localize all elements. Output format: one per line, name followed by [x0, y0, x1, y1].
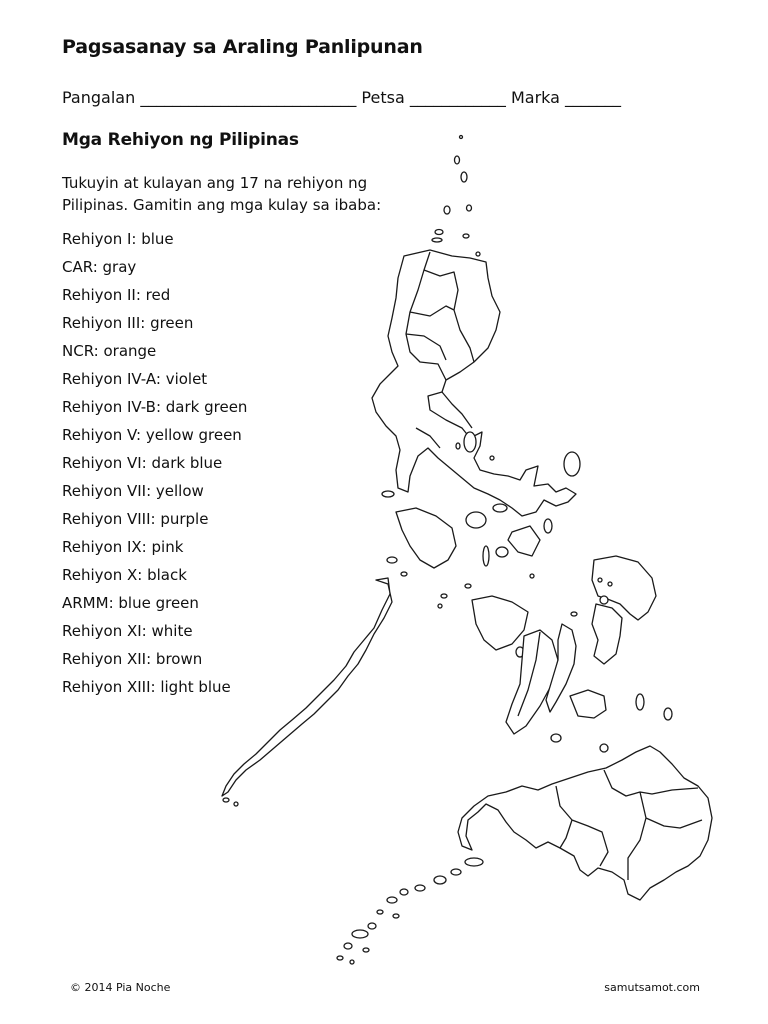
region-item: Rehiyon IV-A: violet	[62, 370, 208, 388]
date-label: Petsa	[361, 88, 405, 107]
region-item: ARMM: blue green	[62, 594, 199, 612]
bohol-island	[570, 690, 606, 718]
region-item: Rehiyon II: red	[62, 286, 171, 304]
siargao-island	[664, 708, 672, 720]
region-item: Rehiyon V: yellow green	[62, 426, 242, 444]
panay-island	[472, 596, 528, 650]
dinagat-island	[636, 694, 644, 710]
tablas-island	[483, 546, 489, 566]
burias-island	[493, 504, 507, 512]
marinduque-island	[466, 512, 486, 528]
website-link[interactable]: samutsamot.com	[604, 981, 700, 994]
negros-island	[506, 630, 558, 734]
sibuyan-island	[496, 547, 508, 557]
region-item: Rehiyon IX: pink	[62, 538, 184, 556]
region-item: Rehiyon VII: yellow	[62, 482, 204, 500]
region-item: Rehiyon XII: brown	[62, 650, 203, 668]
region-item: Rehiyon XIII: light blue	[62, 678, 231, 696]
region-item: Rehiyon I: blue	[62, 230, 174, 248]
name-label: Pangalan	[62, 88, 136, 107]
philippines-outline-map	[200, 120, 740, 980]
region-item: Rehiyon III: green	[62, 314, 194, 332]
region-item: Rehiyon IV-B: dark green	[62, 398, 248, 416]
polillo-island	[464, 432, 476, 452]
luzon-island	[372, 250, 576, 516]
name-blank[interactable]: ___________________________	[140, 88, 357, 107]
page-title: Pagsasanay sa Araling Panlipunan	[62, 36, 423, 58]
instructions-text: Tukuyin at kulayan ang 17 na rehiyon ng Pilipinas. Gamitin ang mga kulay sa ibaba:	[62, 174, 382, 214]
region-item: NCR: orange	[62, 342, 157, 360]
score-blank[interactable]: _______	[565, 88, 622, 107]
score-label: Marka	[510, 88, 560, 107]
northern-islets	[432, 136, 480, 257]
region-item: Rehiyon X: black	[62, 566, 187, 584]
section-title: Mga Rehiyon ng Pilipinas	[62, 130, 299, 150]
leyte-island	[592, 604, 622, 664]
student-info-line	[62, 88, 621, 107]
region-item: Rehiyon VIII: purple	[62, 510, 209, 528]
region-item: Rehiyon VI: dark blue	[62, 454, 223, 472]
palawan-island	[222, 578, 392, 796]
ticao-island	[544, 519, 552, 533]
siquijor-island	[551, 734, 561, 742]
date-blank[interactable]: ____________	[409, 88, 506, 107]
region-item: CAR: gray	[62, 258, 137, 276]
camiguin-island	[600, 744, 608, 752]
mindoro-island	[396, 508, 456, 568]
region-item: Rehiyon XI: white	[62, 622, 193, 640]
mindanao-island	[458, 746, 712, 900]
lubang-island	[382, 491, 394, 497]
sulu-archipelago	[337, 858, 483, 964]
masbate-island	[508, 526, 540, 556]
catanduanes-island	[564, 452, 580, 476]
copyright-text: © 2014 Pia Noche	[70, 981, 171, 994]
biliran-island	[600, 596, 608, 604]
